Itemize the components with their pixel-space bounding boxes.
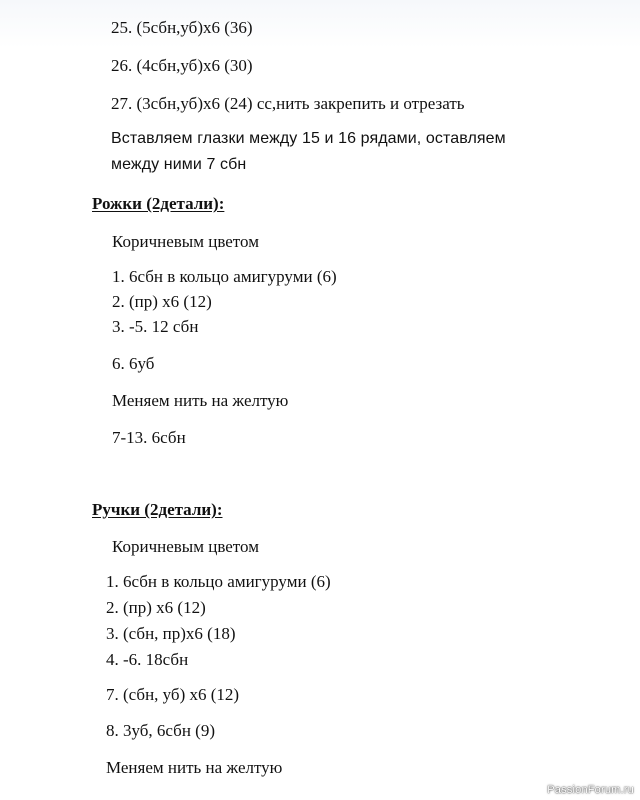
horns-color: Коричневым цветом <box>112 232 259 251</box>
arms-step-3: 3. (сбн, пр)х6 (18) <box>106 624 236 643</box>
row-26: 26. (4сбн,уб)х6 (30) <box>111 56 253 75</box>
arms-step-2: 2. (пр) х6 (12) <box>106 598 206 617</box>
arms-step-1: 1. 6сбн в кольцо амигуруми (6) <box>106 572 331 591</box>
horns-step-6: 7-13. 6сбн <box>112 428 186 447</box>
row-25: 25. (5сбн,уб)х6 (36) <box>111 18 253 37</box>
horns-step-1: 1. 6сбн в кольцо амигуруми (6) <box>112 267 337 286</box>
horns-step-5: Меняем нить на желтую <box>112 391 289 410</box>
arms-step-7: Меняем нить на желтую <box>106 758 283 777</box>
arms-heading: Ручки (2детали): <box>92 500 223 519</box>
row-27: 27. (3сбн,уб)х6 (24) сс,нить закрепить и отрезать <box>111 94 465 113</box>
arms-step-5: 7. (сбн, уб) х6 (12) <box>106 685 240 704</box>
site-watermark: PassionForum.ru <box>547 784 634 796</box>
eyes-note-line-2: между ними 7 сбн <box>111 156 247 173</box>
arms-step-4: 4. -6. 18сбн <box>106 650 189 669</box>
horns-step-4: 6. 6уб <box>112 354 155 373</box>
horns-step-3: 3. -5. 12 сбн <box>112 317 199 336</box>
horns-heading: Рожки (2детали): <box>92 194 225 213</box>
arms-step-6: 8. 3уб, 6сбн (9) <box>106 721 215 740</box>
eyes-note-line-1: Вставляем глазки между 15 и 16 рядами, оставляем <box>111 130 506 147</box>
arms-color: Коричневым цветом <box>112 537 259 556</box>
horns-step-2: 2. (пр) х6 (12) <box>112 292 212 311</box>
